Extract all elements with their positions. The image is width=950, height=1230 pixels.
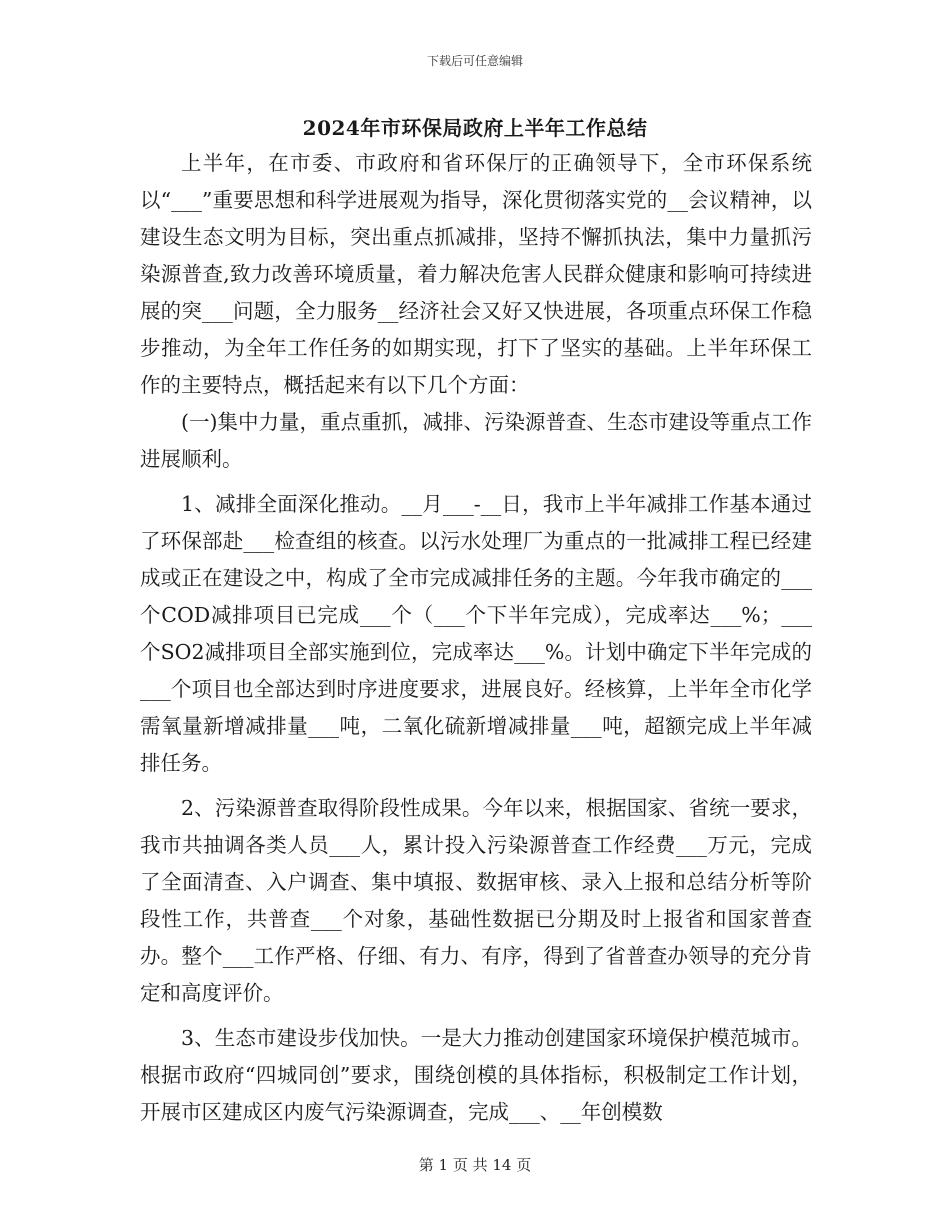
document-body xyxy=(140,145,812,1131)
paragraph-section-1: (一)集中力量，重点重抓，减排、污染源普查、生态市建设等重点工作进展顺利。 xyxy=(140,410,812,471)
document-title: 2024年市环保局政府上半年工作总结 xyxy=(302,116,648,140)
page-number: 第 1 页 共 14 页 xyxy=(418,1156,532,1174)
header-note: 下载后可任意编辑 xyxy=(426,54,523,68)
paragraph-item-1: 1、减排全面深化推动。__月___-__日，我市上半年减排工作基本通过了环保部赴___检查组的核查。以污水处理厂为重点的一批减排工程已经建成或正在建设之中，构成了全市完成减排任务的主题。今年我市确定的___个COD减排项目已完成___个（___个下半年完成），完成率达___%；___个SO2减排项目全部实施到位，完成率达___%。计划中确定下半年完成的___个项目也全部达到时序进度要求，进展良好。经核算，上半年全市化学需氧量新增减排量___吨，二氧化硫新增减排量___吨，超额完成上半年减排任务。 xyxy=(140,492,812,775)
paragraph-item-2: 2、污染源普查取得阶段性成果。今年以来，根据国家、省统一要求，我市共抽调各类人员___人，累计投入污染源普查工作经费___万元，完成了全面清查、入户调查、集中填报、数据审核、录入上报和总结分析等阶段性工作，共普查___个对象，基础性数据已分期及时上报省和国家普查办。整个___工作严格、仔细、有力、有序，得到了省普查办领导的充分肯定和高度评价。 xyxy=(140,796,812,1005)
paragraph-intro: 上半年，在市委、市政府和省环保厅的正确领导下，全市环保系统以“___”重要思想和科学进展观为指导，深化贯彻落实党的__会议精神，以建设生态文明为目标，突出重点抓减排，坚持不懈抓执法，集中力量抓污染源普查,致力改善环境质量，着力解决危害人民群众健康和影响可持续进展的突___问题，全力服务__经济社会又好又快进展，各项重点环保工作稳步推动，为全年工作任务的如期实现，打下了坚实的基础。上半年环保工作的主要特点，概括起来有以下几个方面： xyxy=(140,151,812,397)
paragraph-item-3: 3、生态市建设步伐加快。一是大力推动创建国家环境保护模范城市。根据市政府“四城同创”要求，围绕创模的具体指标，积极制定工作计划，开展市区建成区内废气污染源调查，完成___、__年创模数 xyxy=(140,1026,812,1124)
